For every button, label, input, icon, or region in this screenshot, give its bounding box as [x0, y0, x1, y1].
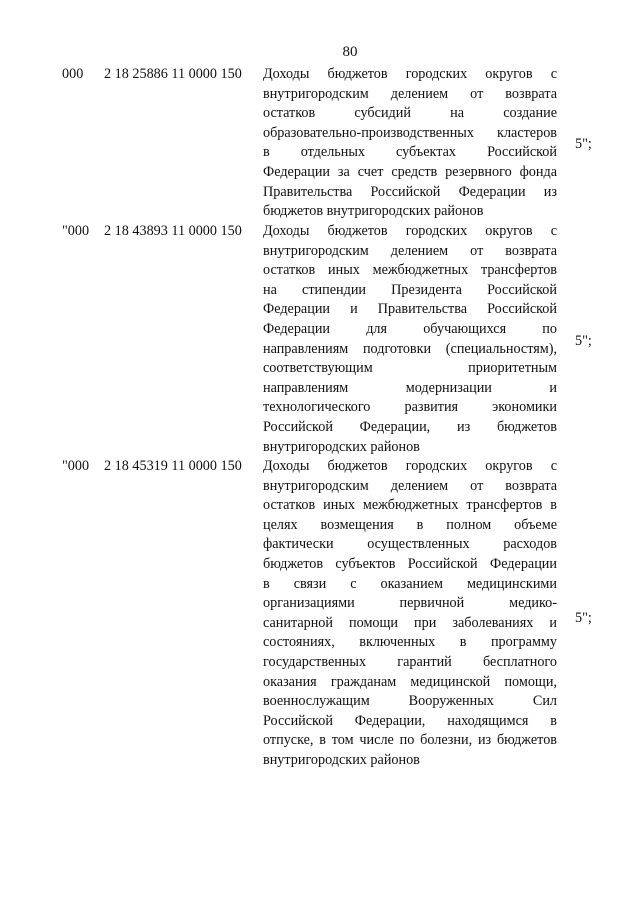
- row-value: 5";: [575, 610, 592, 626]
- row-description: [263, 65, 557, 222]
- description-line: оказания гражданам медицинской помощи,: [263, 673, 557, 690]
- budget-classification-code: 2 18 25886 11 0000 150: [104, 66, 242, 82]
- admin-code: "000: [62, 458, 90, 474]
- description-line: Российской Федерации, находящимся в: [263, 712, 557, 729]
- description-line: внутригородских районов: [263, 751, 420, 768]
- description-line: отпуске, в том числе по болезни, из бюджетов: [263, 732, 557, 749]
- description-line: в отдельных субъектах Российской: [263, 144, 557, 161]
- description-line: государственных гарантий бесплатного: [263, 653, 557, 670]
- row-value: 5";: [575, 333, 592, 349]
- description-line: Федерации для обучающихся по: [263, 320, 557, 337]
- description-line: целях возмещения в полном объеме: [263, 516, 557, 533]
- description-line: внутригородским делением от возврата: [263, 85, 557, 102]
- description-line: Доходы бюджетов городских округов с: [263, 223, 557, 239]
- admin-code: 000: [62, 66, 84, 82]
- description-line: образовательно-производственных кластеров: [263, 124, 557, 141]
- description-line: соответствующим приоритетным: [263, 360, 557, 377]
- description-line: внутригородским делением от возврата: [263, 477, 557, 494]
- page-number: 80: [342, 44, 358, 60]
- description-line: состояниях, включенных в программу: [263, 634, 557, 651]
- description-line: Федерации за счет средств резервного фонда: [263, 163, 557, 180]
- row-value: 5";: [575, 136, 592, 152]
- description-line: Федерации и Правительства Российской: [263, 301, 557, 318]
- description-line: в связи с оказанием медицинскими: [263, 575, 557, 592]
- row-description: [263, 457, 557, 771]
- description-line: Доходы бюджетов городских округов с: [263, 66, 557, 82]
- description-line: Российской Федерации, из бюджетов: [263, 418, 557, 435]
- budget-classification-code: 2 18 43893 11 0000 150: [104, 223, 242, 239]
- description-line: на стипендии Президента Российской: [263, 281, 557, 298]
- description-line: направлениям подготовки (специальностям),: [263, 340, 557, 357]
- description-line: направлениям модернизации и: [263, 379, 557, 396]
- description-line: Доходы бюджетов городских округов с: [263, 458, 557, 474]
- row-description: [263, 222, 557, 457]
- description-line: военнослужащим Вооруженных Сил: [263, 693, 557, 710]
- description-line: остатков субсидий на создание: [263, 105, 557, 122]
- description-line: фактически осуществленных расходов: [263, 536, 557, 553]
- description-line: бюджетов внутригородских районов: [263, 203, 484, 220]
- description-line: технологического развития экономики: [263, 399, 557, 416]
- description-line: бюджетов субъектов Российской Федерации: [263, 555, 557, 572]
- description-line: внутригородских районов: [263, 438, 420, 455]
- description-line: санитарной помощи при заболеваниях и: [263, 614, 557, 631]
- description-line: остатков иных межбюджетных трансфертов: [263, 262, 557, 279]
- description-line: организациями первичной медико-: [263, 595, 557, 612]
- admin-code: "000: [62, 223, 90, 239]
- description-line: внутригородским делением от возврата: [263, 242, 557, 259]
- description-line: остатков иных межбюджетных трансфертов в: [263, 497, 557, 514]
- description-line: Правительства Российской Федерации из: [263, 183, 557, 200]
- budget-classification-code: 2 18 45319 11 0000 150: [104, 458, 242, 474]
